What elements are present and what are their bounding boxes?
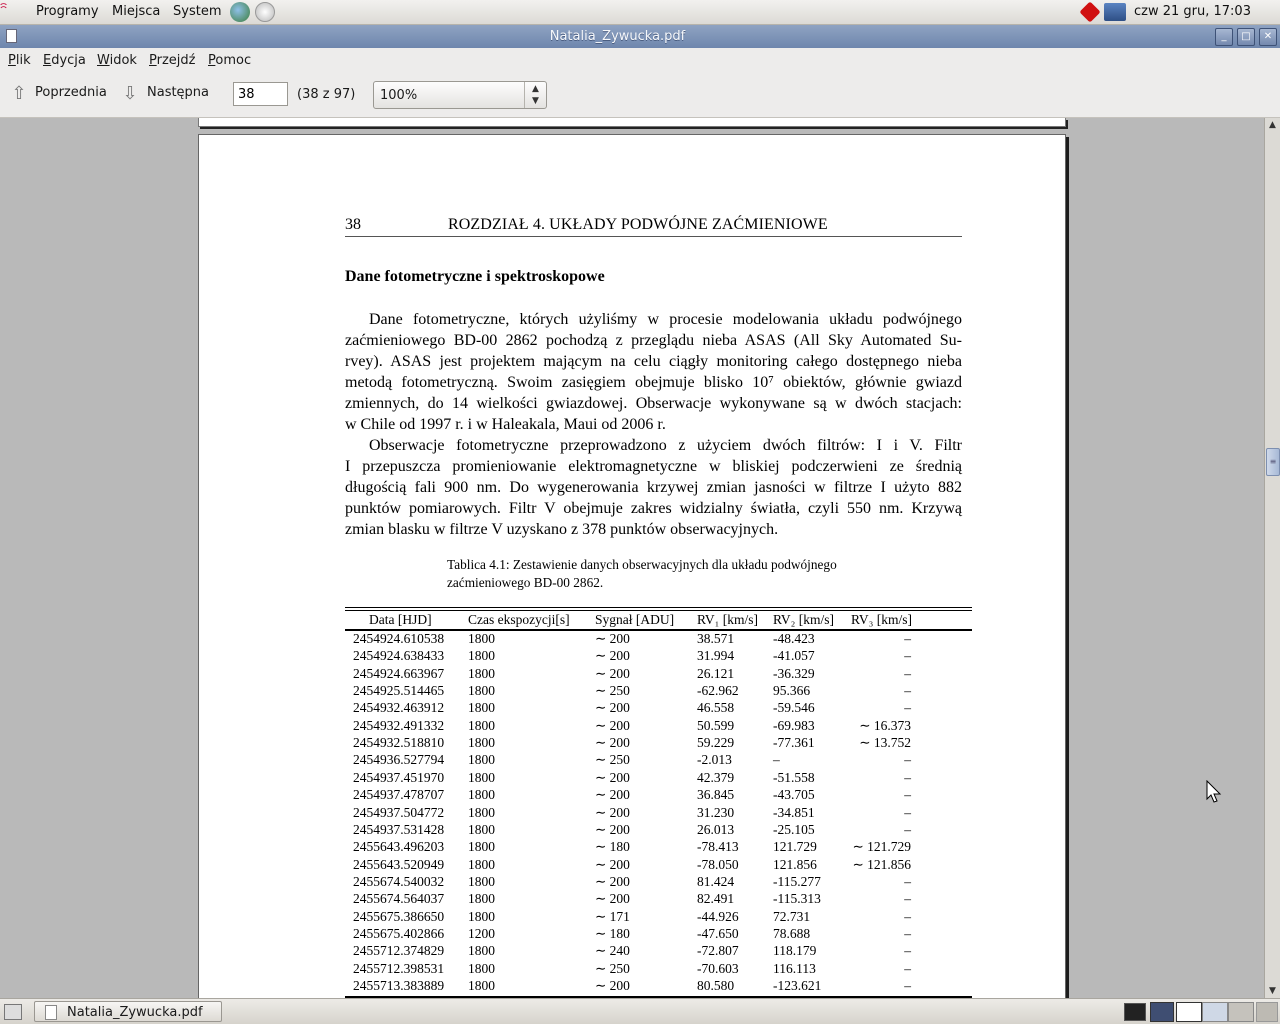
pdf-page <box>198 134 1066 998</box>
table-cell: ∼ 200 <box>595 769 630 785</box>
vertical-scrollbar[interactable] <box>1264 118 1280 998</box>
table-top-rule <box>345 607 972 608</box>
page-number-input[interactable] <box>233 82 288 106</box>
zoom-select[interactable] <box>373 81 547 109</box>
table-row <box>345 752 972 769</box>
table-cell: 2455643.520949 <box>353 856 445 872</box>
page-count: (38 z 97) <box>297 87 356 102</box>
menubar <box>0 48 1280 73</box>
mail-icon[interactable] <box>255 2 275 22</box>
table-cell: 42.379 <box>697 769 735 785</box>
workspace-4[interactable] <box>1228 1002 1254 1022</box>
table-cell: 2454924.610538 <box>353 631 445 646</box>
table-cell: 121.729 <box>773 839 817 855</box>
table-row <box>345 631 972 648</box>
table-cell: 121.856 <box>773 856 817 872</box>
terminal-icon[interactable] <box>1124 1003 1146 1021</box>
table-cell: 1800 <box>468 735 495 751</box>
table-cell: -59.546 <box>773 700 815 716</box>
table-cell: 2455675.386650 <box>353 908 445 924</box>
table-cell: ∼ 200 <box>595 631 630 646</box>
table-cell: 1800 <box>468 683 495 699</box>
table-cell: 2455712.374829 <box>353 943 445 959</box>
para1-line: Dane fotometryczne, których użyliśmy w procesie modelowania układu podwójnego <box>369 311 962 328</box>
para2-line: I przepuszcza promieniowanie elektromagnetyczne w bliskiej podczerwieni ze średnią <box>345 458 962 475</box>
table-cell: 2454925.514465 <box>353 683 445 699</box>
table-row <box>345 891 972 908</box>
table-cell: 1800 <box>468 752 495 768</box>
zoom-value: 100% <box>380 88 418 103</box>
table-row <box>345 666 972 683</box>
table-cell: 81.424 <box>697 873 735 889</box>
table-cell: ∼ 171 <box>595 908 630 924</box>
table-cell: – <box>904 873 911 889</box>
table-cell: 2455712.398531 <box>353 960 445 976</box>
table-cell: -47.650 <box>697 925 739 941</box>
table-cell: 1800 <box>468 787 495 803</box>
taskbar-item[interactable] <box>34 1001 222 1022</box>
para1-line: zmiennych, do 14 wielkości gwiazdowej. Obserwacje wykonywane są w dwóch stacjach: <box>345 395 962 412</box>
table-header-cell: RV₂ [km/s] <box>773 612 835 627</box>
menu-przejdz[interactable]: Przejdź <box>149 53 196 68</box>
document-view[interactable] <box>0 118 1264 998</box>
table-cell: 1800 <box>468 717 495 733</box>
table-cell: 2454937.531428 <box>353 821 445 837</box>
table-cell: ∼ 13.752 <box>859 735 911 751</box>
table-cell: ∼ 200 <box>595 787 630 803</box>
table-cell: ∼ 200 <box>595 856 630 872</box>
table-cell: 2454936.527794 <box>353 752 445 768</box>
table-cell: 2455675.402866 <box>353 925 445 941</box>
para2-line: zmian blasku w filtrze V uzyskano z 378 punktów obserwacyjnych. <box>345 521 779 538</box>
table-cell: 2454932.491332 <box>353 717 445 733</box>
table-cell: 1800 <box>468 648 495 664</box>
window-title: Natalia_Zywucka.pdf <box>549 29 686 44</box>
para1-line: w Chile od 1997 r. i w Haleakala, Maui od 2006 r. <box>345 416 666 433</box>
table-cell: ∼ 200 <box>595 700 630 716</box>
table-caption <box>447 556 887 592</box>
table-cell: -115.277 <box>773 873 821 889</box>
bottom-panel <box>0 998 1280 1024</box>
clock[interactable]: czw 21 gru, 17:03 <box>1134 4 1251 19</box>
up-arrow-icon[interactable]: ⇧ <box>11 83 27 104</box>
taskbar-item-label: Natalia_Zywucka.pdf <box>67 1005 203 1020</box>
caption-line: zaćmieniowego BD-00 2862. <box>447 575 604 590</box>
table-cell: ∼ 240 <box>595 943 630 959</box>
table-cell: – <box>904 960 911 976</box>
table-cell: ∼ 121.856 <box>852 856 911 872</box>
table-cell: – <box>904 978 911 993</box>
document-icon <box>45 1005 57 1020</box>
table-cell: ∼ 200 <box>595 804 630 820</box>
table-cell: 118.179 <box>773 943 817 959</box>
table-cell: 26.013 <box>697 821 735 837</box>
table-cell: 2454924.638433 <box>353 648 445 664</box>
table-cell: ∼ 200 <box>595 873 630 889</box>
caption-line: Tablica 4.1: Zestawienie danych obserwacyjnych dla układu podwójnego <box>447 557 837 572</box>
table-row <box>345 822 972 839</box>
table-cell: – <box>904 700 911 716</box>
menu-plik[interactable]: Plik <box>8 53 31 68</box>
table-cell: 1800 <box>468 631 495 646</box>
table-cell: -48.423 <box>773 631 815 646</box>
table-cell: 1200 <box>468 925 495 941</box>
table-cell: 1800 <box>468 960 495 976</box>
table-cell: 1800 <box>468 665 495 681</box>
table-cell: -36.329 <box>773 665 815 681</box>
table-row <box>345 978 972 995</box>
table-cell: 1800 <box>468 821 495 837</box>
down-arrow-icon[interactable]: ⇩ <box>122 83 138 104</box>
table-cell: 2454932.518810 <box>353 735 445 751</box>
table-cell: -25.105 <box>773 821 815 837</box>
table-cell: ∼ 250 <box>595 752 630 768</box>
table-cell: ∼ 180 <box>595 925 630 941</box>
table-cell: ∼ 200 <box>595 665 630 681</box>
table-cell: 2454937.451970 <box>353 769 445 785</box>
table-cell: 1800 <box>468 908 495 924</box>
menu-widok[interactable]: Widok <box>97 53 137 68</box>
table-row <box>345 857 972 874</box>
table-row <box>345 909 972 926</box>
scroll-thumb[interactable]: ≡ <box>1266 448 1280 476</box>
window-titlebar[interactable] <box>0 25 1280 48</box>
section-title: Dane fotometryczne i spektroskopowe <box>345 268 605 285</box>
table-cell: -2.013 <box>697 752 732 768</box>
paragraph-2 <box>345 435 962 540</box>
para1-line: metodą fotometryczną. Swoim zasięgiem obejmuje blisko 10⁷ obiektów, głównie gwiazd <box>345 374 962 391</box>
previous-page-button[interactable]: Poprzednia <box>35 85 107 100</box>
table-cell: ∼ 200 <box>595 978 630 993</box>
table-cell: -43.705 <box>773 787 815 803</box>
chevron-updown-icon[interactable]: ▲ ▼ <box>524 82 546 108</box>
table-cell: -78.050 <box>697 856 739 872</box>
workspace-2[interactable] <box>1176 1002 1202 1022</box>
workspace-3[interactable] <box>1202 1002 1228 1022</box>
table-cell: 31.230 <box>697 804 735 820</box>
table-cell: 72.731 <box>773 908 811 924</box>
toolbar <box>0 73 1280 118</box>
table-header <box>345 611 972 629</box>
table-cell: 2454937.504772 <box>353 804 445 820</box>
table-header-cell: RV₃ [km/s] <box>851 612 913 627</box>
table-cell: – <box>904 787 911 803</box>
menu-system[interactable]: System <box>173 4 222 19</box>
para1-line: zaćmieniowego BD-00 2862 pochodzą z przeglądu nieba ASAS (All Sky Automated Su- <box>345 332 962 349</box>
table-cell: 31.994 <box>697 648 735 664</box>
table-header-cell: RV₁ [km/s] <box>697 612 759 627</box>
table-cell: 1800 <box>468 839 495 855</box>
table-cell: -41.057 <box>773 648 815 664</box>
table-header-cell: Czas ekspozycji[s] <box>468 612 570 627</box>
trash-icon[interactable] <box>1256 1002 1278 1022</box>
table-row <box>345 770 972 787</box>
network-icon[interactable] <box>1104 3 1126 21</box>
table-cell: 1800 <box>468 943 495 959</box>
table-cell: – <box>904 631 911 646</box>
scroll-up-button[interactable]: ▲ <box>1269 120 1276 130</box>
para2-line: Obserwacje fotometryczne przeprowadzono z użyciem dwóch filtrów: I i V. Filtr <box>369 437 962 454</box>
table-cell: 50.599 <box>697 717 735 733</box>
table-cell: -72.807 <box>697 943 739 959</box>
table-cell: 78.688 <box>773 925 811 941</box>
table-cell: 1800 <box>468 978 495 993</box>
table-cell: 38.571 <box>697 631 735 646</box>
mouse-cursor-icon <box>1206 780 1222 804</box>
table-cell: 116.113 <box>773 960 816 976</box>
table-cell: 2455674.564037 <box>353 891 445 907</box>
workspace-1[interactable] <box>1150 1002 1174 1022</box>
next-page-button[interactable]: Następna <box>147 85 210 100</box>
table-cell: – <box>904 891 911 907</box>
table-cell: ∼ 200 <box>595 717 630 733</box>
table-row <box>345 683 972 700</box>
table-cell: -44.926 <box>697 908 739 924</box>
scroll-down-button[interactable]: ▼ <box>1269 986 1276 996</box>
table-cell: 1800 <box>468 856 495 872</box>
table-cell: 1800 <box>468 804 495 820</box>
table-cell: – <box>904 925 911 941</box>
para1-line: rvey). ASAS jest projektem mającym na celu ciągły monitoring całego dostępnego nieba <box>345 353 962 370</box>
table-cell: ∼ 121.729 <box>852 839 911 855</box>
table-cell: ∼ 200 <box>595 735 630 751</box>
table-cell: -69.983 <box>773 717 815 733</box>
table-cell: 1800 <box>468 873 495 889</box>
menu-pomoc[interactable]: Pomoc <box>208 53 252 68</box>
table-row <box>345 961 972 978</box>
table-cell: 46.558 <box>697 700 735 716</box>
table-row <box>345 718 972 735</box>
table-cell: ∼ 250 <box>595 960 630 976</box>
menu-miejsca[interactable]: Miejsca <box>112 4 161 19</box>
table-cell: – <box>904 804 911 820</box>
table-row <box>345 735 972 752</box>
table-cell: -123.621 <box>773 978 822 993</box>
table-cell: – <box>904 769 911 785</box>
table-cell: ∼ 200 <box>595 648 630 664</box>
menu-programy[interactable]: Programy <box>36 4 99 19</box>
table-cell: -77.361 <box>773 735 815 751</box>
table-header-cell: Sygnał [ADU] <box>595 612 675 627</box>
table-cell: – <box>904 648 911 664</box>
table-cell: -51.558 <box>773 769 815 785</box>
table-cell: – <box>904 752 911 768</box>
table-cell: 2454932.463912 <box>353 700 445 716</box>
table-cell: ∼ 250 <box>595 683 630 699</box>
table-cell: 1800 <box>468 769 495 785</box>
table-cell: ∼ 180 <box>595 839 630 855</box>
table-row <box>345 874 972 891</box>
table-cell: 2455713.383889 <box>353 978 445 993</box>
table-row <box>345 943 972 960</box>
table-row <box>345 787 972 804</box>
table-cell: – <box>773 752 780 768</box>
table-cell: 95.366 <box>773 683 811 699</box>
table-cell: 1800 <box>468 891 495 907</box>
table-cell: 1800 <box>468 700 495 716</box>
maximize-button[interactable]: □ <box>1237 28 1255 46</box>
table-cell: -78.413 <box>697 839 739 855</box>
web-browser-icon[interactable] <box>230 2 250 22</box>
top-panel <box>0 0 1280 25</box>
table-row <box>345 805 972 822</box>
table-row <box>345 700 972 717</box>
table-cell: 80.580 <box>697 978 735 993</box>
table-cell: – <box>904 943 911 959</box>
table-cell: -62.962 <box>697 683 739 699</box>
table-cell: ∼ 16.373 <box>859 717 911 733</box>
table-cell: 59.229 <box>697 735 735 751</box>
page-number: 38 <box>345 216 361 233</box>
table-cell: 2455643.496203 <box>353 839 445 855</box>
table-cell: – <box>904 665 911 681</box>
table-cell: ∼ 200 <box>595 821 630 837</box>
update-alert-icon[interactable] <box>1079 1 1100 22</box>
show-desktop-icon[interactable] <box>4 1004 22 1020</box>
minimize-button[interactable]: _ <box>1215 28 1233 46</box>
table-cell: 2455674.540032 <box>353 873 445 889</box>
debian-logo-icon[interactable] <box>8 3 26 21</box>
table-row <box>345 839 972 856</box>
table-cell: 2454924.663967 <box>353 665 445 681</box>
table-cell: 82.491 <box>697 891 735 907</box>
running-header: ROZDZIAŁ 4. UKŁADY PODWÓJNE ZAĆMIENIOWE <box>448 216 828 233</box>
table-cell: – <box>904 821 911 837</box>
table-cell: 26.121 <box>697 665 735 681</box>
table-cell: -34.851 <box>773 804 815 820</box>
previous-page-edge <box>198 118 1066 127</box>
table-cell: – <box>904 908 911 924</box>
header-rule <box>345 236 962 237</box>
table-cell: 36.845 <box>697 787 735 803</box>
table-row <box>345 926 972 943</box>
menu-edycja[interactable]: Edycja <box>43 53 86 68</box>
para2-line: długością fali 900 nm. Do wygenerowania krzywej zmian jasności w filtrze I użyto 882 <box>345 479 962 496</box>
table-row <box>345 648 972 665</box>
table-cell: -70.603 <box>697 960 739 976</box>
table-header-cell: Data [HJD] <box>369 612 432 627</box>
table-cell: ∼ 200 <box>595 891 630 907</box>
paragraph-1 <box>345 309 962 435</box>
table-cell: 2454937.478707 <box>353 787 445 803</box>
para2-line: punktów pomiarowych. Filtr V obejmuje zakres widzialny światła, czyli 550 nm. Krzywą <box>345 500 962 517</box>
table-cell: -115.313 <box>773 891 821 907</box>
close-button[interactable]: ✕ <box>1259 28 1277 46</box>
table-cell: – <box>904 683 911 699</box>
